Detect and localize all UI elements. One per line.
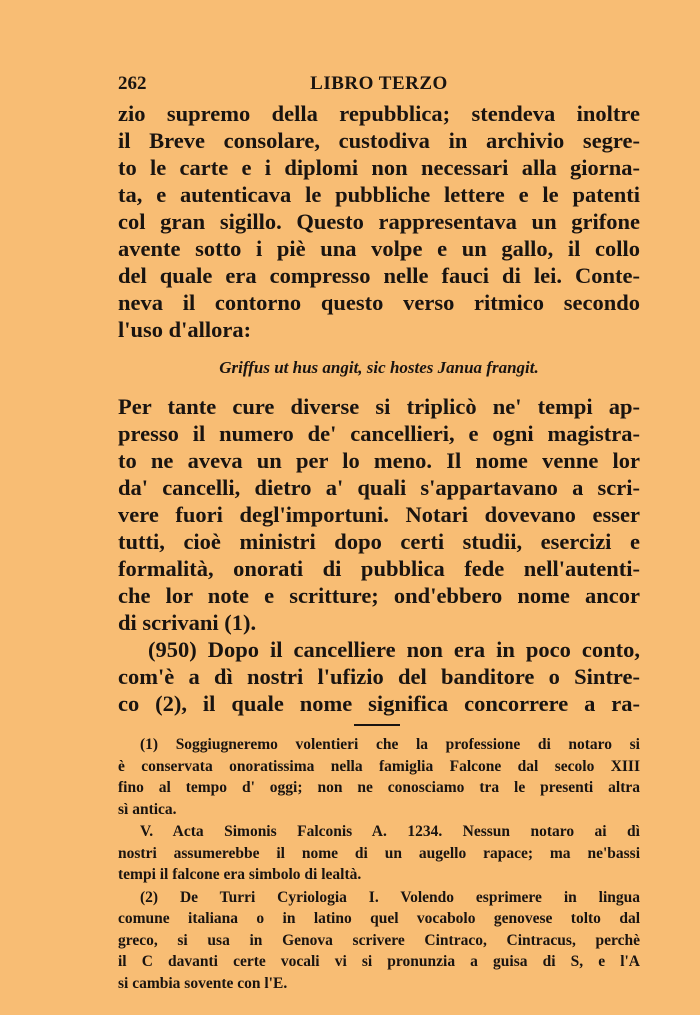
text-line: Per tante cure diverse si triplicò ne' tempi ap- (118, 394, 640, 419)
page-number: 262 (118, 73, 147, 94)
text-line: co (2), il quale nome significa concorrere a ra- (118, 691, 640, 716)
text-line: del quale era compresso nelle fauci di lei. Conte- (118, 263, 640, 288)
footnote-line: greco, si usa in Genova scrivere Cintraco, Cintracus, perchè (118, 931, 640, 949)
footnote-line: si cambia sovente con l'E. (118, 974, 288, 992)
text-line: che lor note e scritture; ond'ebbero nome ancor (118, 583, 640, 608)
paragraph-2 (118, 393, 640, 636)
footnote-1 (118, 734, 640, 820)
footnote-line: è conservata onoratissima nella famiglia Falcone dal secolo XIII (118, 757, 640, 775)
text-line: l'uso d'allora: (118, 317, 252, 342)
text-line: neva il contorno questo verso ritmico secondo (118, 290, 640, 315)
footnote-separator (354, 724, 400, 726)
latin-motto: Griffus ut hus angit, sic hostes Janua frangit. (219, 358, 539, 377)
paragraph-3 (118, 636, 640, 717)
footnote-line: sì antica. (118, 800, 177, 818)
text-line: formalità, onorati di pubblica fede nell'autenti- (118, 556, 640, 581)
text-line: da' cancelli, dietro a' quali s'appartavano a scri- (118, 475, 640, 500)
paragraph-1 (118, 100, 640, 343)
footnote-line: il C davanti certe vocali vi si pronunzia a guisa di S, e l'A (118, 953, 640, 970)
footnote-line: comune italiana o in latino quel vocabolo genovese tolto dal (118, 910, 640, 927)
text-line: zio supremo della repubblica; stendeva inoltre (118, 101, 640, 126)
text-line: di scrivani (1). (118, 610, 257, 635)
text-line: ta, e autenticava le pubbliche lettere e le patenti (118, 182, 640, 207)
footnote-line: nostri assumerebbe il nome di un augello rapace; ma ne'bassi (118, 844, 640, 862)
footnote-line: (1) Soggiugneremo volentieri che la professione di notaro si (140, 736, 640, 753)
text-line: (950) Dopo il cancelliere non era in poco conto, (148, 637, 640, 662)
footnote-line: fino al tempo d' oggi; non ne conosciamo tra le presenti altra (118, 779, 640, 796)
text-line: il Breve consolare, custodiva in archivio segre- (118, 128, 640, 153)
text-line: presso il numero de' cancellieri, e ogni magistra- (118, 421, 640, 446)
text-line: tutti, cioè ministri dopo certi studii, esercizi e (118, 529, 640, 554)
footnote-1-reference (118, 821, 640, 886)
running-title: LIBRO TERZO (310, 73, 448, 94)
text-line: col gran sigillo. Questo rappresentava un grifone (118, 209, 640, 234)
footnote-line: (2) De Turri Cyriologia I. Volendo esprimere in lingua (140, 888, 640, 906)
footnote-2 (118, 887, 640, 995)
footnote-line: V. Acta Simonis Falconis A. 1234. Nessun notaro ai dì (140, 823, 640, 840)
footnotes (118, 734, 640, 995)
text-line: to ne aveva un per lo meno. Il nome venne lor (118, 448, 640, 473)
text-line: com'è a dì nostri l'ufizio del banditore o Sintre- (118, 664, 640, 689)
page-header (118, 73, 640, 99)
text-line: avente sotto i piè una volpe e un gallo, il collo (118, 236, 640, 261)
text-line: vere fuori degl'importuni. Notari dovevano esser (118, 502, 640, 527)
text-line: to le carte e i diplomi non necessari alla giorna- (118, 155, 640, 180)
footnote-line: tempi il falcone era simbolo di lealtà. (118, 866, 362, 883)
